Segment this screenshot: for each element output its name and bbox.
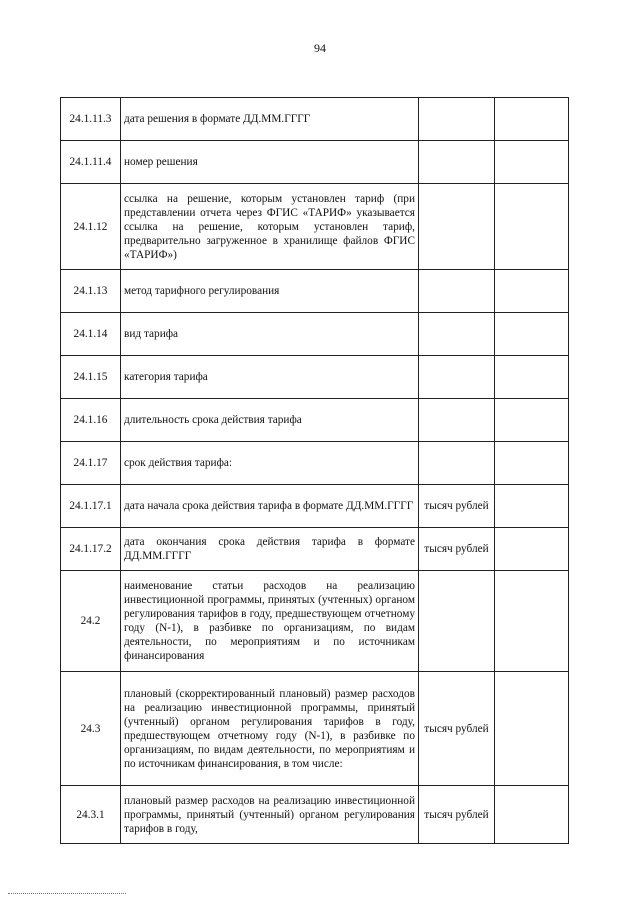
row-unit <box>419 98 495 141</box>
table-row <box>61 786 569 844</box>
row-description: срок действия тарифа: <box>121 442 419 485</box>
row-unit: тысяч рублей <box>419 672 495 786</box>
table-row <box>61 356 569 399</box>
footer-rule <box>8 893 126 894</box>
row-description: дата окончания срока действия тарифа в формате ДД.ММ.ГГГГ <box>121 528 419 571</box>
row-value <box>495 442 569 485</box>
row-description: вид тарифа <box>121 313 419 356</box>
row-value <box>495 399 569 442</box>
row-number: 24.1.11.3 <box>61 98 121 141</box>
table-row <box>61 141 569 184</box>
row-number: 24.1.14 <box>61 313 121 356</box>
row-unit <box>419 442 495 485</box>
row-unit <box>419 184 495 270</box>
row-description: метод тарифного регулирования <box>121 270 419 313</box>
row-number: 24.1.16 <box>61 399 121 442</box>
row-description: дата решения в формате ДД.ММ.ГГГГ <box>121 98 419 141</box>
row-unit <box>419 141 495 184</box>
row-unit <box>419 313 495 356</box>
row-description: дата начала срока действия тарифа в формате ДД.ММ.ГГГГ <box>121 485 419 528</box>
row-number: 24.3 <box>61 672 121 786</box>
row-unit <box>419 571 495 672</box>
table-row <box>61 528 569 571</box>
row-number: 24.1.17 <box>61 442 121 485</box>
row-unit <box>419 356 495 399</box>
table-row <box>61 672 569 786</box>
row-value <box>495 184 569 270</box>
row-unit <box>419 399 495 442</box>
row-number: 24.1.17.2 <box>61 528 121 571</box>
table-row <box>61 270 569 313</box>
row-value <box>495 313 569 356</box>
row-unit <box>419 270 495 313</box>
row-description: длительность срока действия тарифа <box>121 399 419 442</box>
row-description: плановый размер расходов на реализацию инвестиционной программы, принятый (учтенный) органом регулирования тарифов в году, <box>121 786 419 844</box>
table-row <box>61 571 569 672</box>
row-description: категория тарифа <box>121 356 419 399</box>
row-description: плановый (скорректированный плановый) размер расходов на реализацию инвестиционной программы, принятый (учтенный) органом регулирования тарифов в году, предшествующем отчетному году (N-1), в разбивке по организациям, по видам деятельности, по мероприятиям и по источникам финансирования, в том числе: <box>121 672 419 786</box>
row-value <box>495 356 569 399</box>
row-value <box>495 528 569 571</box>
row-description: наименование статьи расходов на реализацию инвестиционной программы, принятых (учтенных) органом регулирования тарифов в году, предшествующем отчетному году (N-1), в разбивке по организациям, по видам деятельности, по мероприятиям и по источникам финансирования <box>121 571 419 672</box>
table-row <box>61 442 569 485</box>
table-row <box>61 184 569 270</box>
row-number: 24.1.11.4 <box>61 141 121 184</box>
row-number: 24.1.17.1 <box>61 485 121 528</box>
row-value <box>495 672 569 786</box>
row-value <box>495 571 569 672</box>
tariff-data-table <box>60 97 569 844</box>
row-unit: тысяч рублей <box>419 786 495 844</box>
row-description: ссылка на решение, которым установлен тариф (при представлении отчета через ФГИС «ТАРИФ» указывается ссылка на решение, которым установлен тариф, предварительно загруженное в хранилище файлов ФГИС «ТАРИФ») <box>121 184 419 270</box>
row-unit: тысяч рублей <box>419 528 495 571</box>
row-value <box>495 485 569 528</box>
row-number: 24.1.15 <box>61 356 121 399</box>
table-row <box>61 313 569 356</box>
row-value <box>495 270 569 313</box>
row-number: 24.2 <box>61 571 121 672</box>
row-description: номер решения <box>121 141 419 184</box>
page-number: 94 <box>314 41 326 55</box>
row-number: 24.1.12 <box>61 184 121 270</box>
row-value <box>495 786 569 844</box>
row-value <box>495 98 569 141</box>
row-number: 24.3.1 <box>61 786 121 844</box>
row-unit: тысяч рублей <box>419 485 495 528</box>
table-row <box>61 485 569 528</box>
table-row <box>61 399 569 442</box>
row-number: 24.1.13 <box>61 270 121 313</box>
table-row <box>61 98 569 141</box>
row-value <box>495 141 569 184</box>
